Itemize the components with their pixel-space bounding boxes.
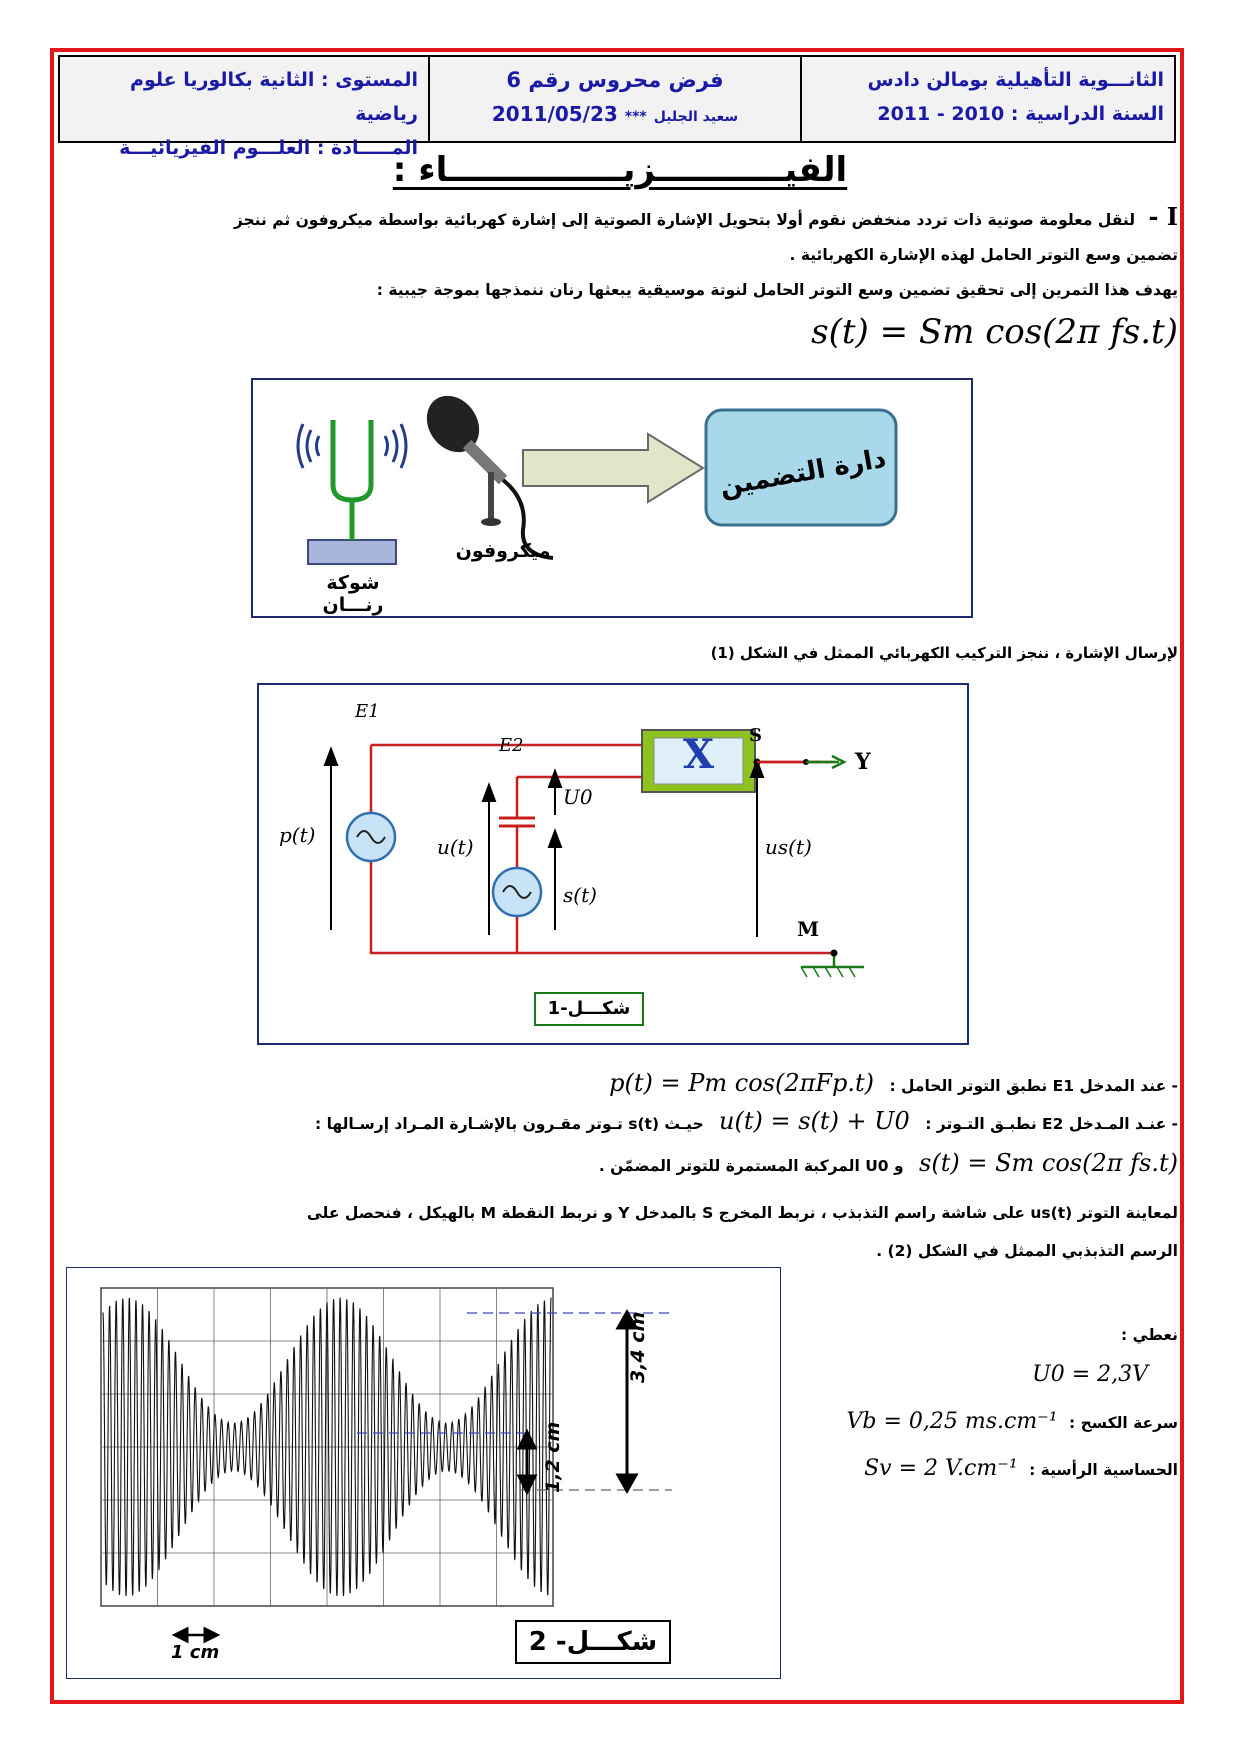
label-x: X	[682, 731, 715, 778]
school-name: الثانـــوية التأهيلية بومالن دادس	[867, 69, 1164, 91]
intro-text-3: يهدف هذا التمرين إلى تحقيق تضمين وسع التوتر الحامل لنوتة موسيقية يبعثها رنان ننمذجها بموجة جيبية :	[376, 281, 1178, 299]
figure1-caption: شكـــل-1	[534, 992, 644, 1026]
u0-value: U0 = 2,3V	[1032, 1362, 1148, 1387]
input2-line	[62, 1106, 1178, 1139]
given-title: نعطي :	[1121, 1326, 1178, 1344]
circuit-drawing	[259, 685, 967, 1043]
label-m: M	[797, 917, 820, 941]
circuit-figure	[257, 683, 969, 1045]
exam-date: 2011/05/23	[491, 102, 618, 126]
sv-label: الحساسية الرأسية :	[1029, 1461, 1178, 1479]
section-title: الفيـــــــــــزيـــــــــــــــاء :	[392, 150, 848, 190]
label-e1: E1	[355, 701, 380, 722]
header-table	[58, 55, 1176, 159]
school-year: السنة الدراسية : 2010 - 2011	[877, 103, 1164, 125]
equation-u: u(t) = s(t) + U0	[719, 1107, 910, 1135]
part-number: I -	[1148, 202, 1178, 231]
exam-title: فرض محروس رقم 6	[506, 68, 724, 92]
generator-s-icon	[493, 868, 541, 916]
tuning-fork-icon	[298, 420, 406, 564]
equation-p: p(t) = Pm cos(2πFp.t)	[609, 1069, 875, 1097]
equation-s2: s(t) = Sm cos(2π fs.t)	[919, 1149, 1178, 1177]
input2-line-2	[62, 1148, 1178, 1181]
ground-symbol	[801, 953, 864, 977]
label-ust: us(t)	[765, 835, 812, 859]
intro-text-2: تضمين وسع التوتر الحامل لهذه الإشارة الكهربائية .	[789, 246, 1178, 264]
stars: ***	[624, 109, 647, 125]
input2-text-a: - عنـد المـدخل E2 نطبـق التـوتر :	[925, 1115, 1178, 1133]
vb-label: سرعة الكسح :	[1069, 1414, 1178, 1432]
input2-text-c: و U0 المركبة المستمرة للتوتر المضمّن .	[598, 1157, 904, 1175]
label-pt: p(t)	[279, 823, 316, 847]
circuit-intro: لإرسال الإشارة ، ننجز التركيب الكهربائي الممثل في الشكل (1)	[710, 644, 1178, 662]
sv-value: Sv = 2 V.cm⁻¹	[864, 1456, 1018, 1481]
oscillogram-figure	[66, 1267, 781, 1679]
label-3-4cm: 3,4 cm	[627, 1311, 649, 1383]
modulator-label: دارة التضمين	[717, 443, 889, 503]
label-ut: u(t)	[437, 835, 474, 859]
label-1cm: 1 cm	[171, 1642, 220, 1663]
observe-text-1: لمعاينة التوتر us(t) على شاشة راسم التذبذب ، نربط المخرج S بالمدخل Y و نربط النقطة M بالهيكل ، فنحصل على	[306, 1204, 1178, 1222]
oscillogram-drawing	[67, 1268, 780, 1678]
label-s: S	[749, 725, 762, 746]
subject-text: المـــــادة : العلـــوم الفيزيائيـــة	[119, 137, 418, 159]
intro-text-1: لنقل معلومة صوتية ذات تردد منخفض نقوم أولا بتحويل الإشارة الصوتية إلى إشارة كهربائية بواسطة ميكروفون ثم ننجز	[233, 211, 1136, 229]
arrow-icon	[523, 434, 703, 502]
fork-label: شوكة رنـــان	[322, 572, 384, 616]
equation-s: s(t) = Sm cos(2π fs.t)	[811, 312, 1178, 352]
header-school-cell	[800, 57, 1174, 141]
label-y: Y	[855, 749, 871, 775]
capacitor-symbol	[499, 818, 535, 826]
label-1-2cm: 1,2 cm	[542, 1421, 564, 1493]
exam-meta	[440, 97, 790, 134]
given-values	[798, 1318, 1178, 1493]
figure2-caption: شكـــل- 2	[515, 1620, 671, 1664]
setup-figure	[251, 378, 973, 618]
input2-text-b: حيـث s(t) تـوتر مقـرون بالإشـارة المـراد إرسـالها :	[314, 1115, 704, 1133]
label-u0: U0	[563, 785, 593, 809]
given-sv	[798, 1446, 1178, 1493]
input1-line	[62, 1068, 1178, 1101]
header-exam-cell	[428, 57, 800, 141]
observe-text-2: الرسم التذبذبي الممثل في الشكل (2) .	[876, 1242, 1178, 1260]
label-st: s(t)	[563, 883, 597, 907]
given-u0	[798, 1352, 1178, 1399]
header-level-cell	[60, 57, 428, 159]
given-vb	[798, 1399, 1178, 1446]
level-text: المستوى : الثانية بكالوريا علوم رياضية	[130, 69, 418, 125]
intro-line-1	[62, 202, 1178, 235]
input1-text: - عند المدخل E1 نطبق التوتر الحامل :	[889, 1077, 1178, 1095]
generator-p-icon	[347, 813, 395, 861]
mic-label: ميكروفون	[455, 540, 551, 562]
label-e2: E2	[499, 735, 524, 756]
teacher-name: سعيد الجليل	[653, 109, 739, 125]
vb-value: Vb = 0,25 ms.cm⁻¹	[846, 1409, 1058, 1434]
